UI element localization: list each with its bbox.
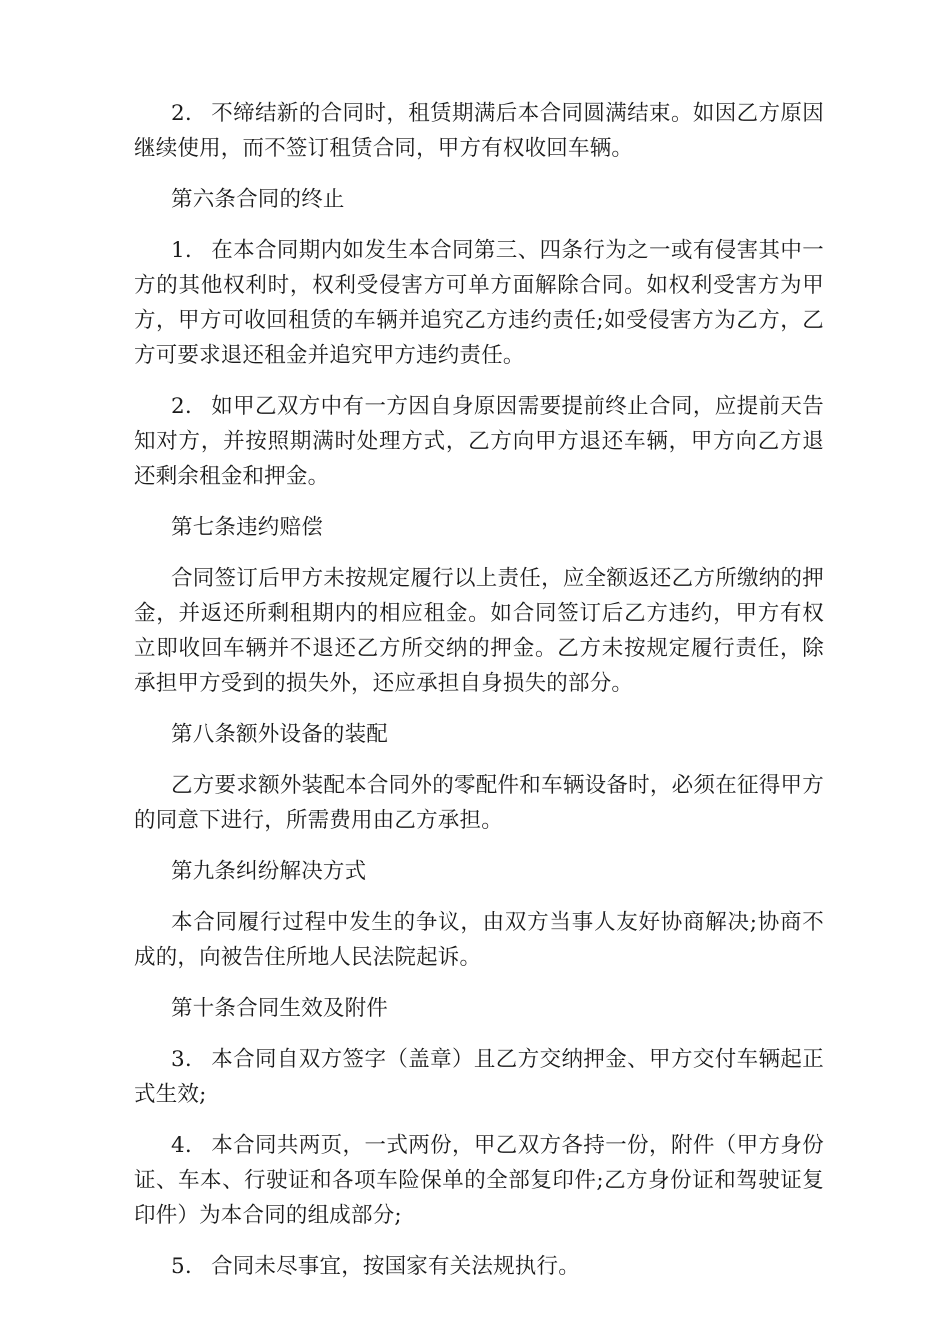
clause-paragraph xyxy=(134,389,824,494)
clause-paragraph xyxy=(134,96,824,166)
clause-paragraph xyxy=(134,1128,824,1233)
clause-number: 3. xyxy=(171,1047,192,1072)
clause-paragraph xyxy=(134,1042,824,1112)
clause-text: 本合同自双方签字（盖章）且乙方交纳押金、甲方交付车辆起正式生效; xyxy=(134,1047,824,1107)
clause-text: 合同未尽事宜，按国家有关法规执行。 xyxy=(211,1254,580,1279)
clause-text: 本合同共两页，一式两份，甲乙双方各持一份，附件（甲方身份证、车本、行驶证和各项车险保单的全部复印件;乙方身份证和驾驶证复印件）为本合同的组成部分; xyxy=(134,1133,824,1228)
article-heading: 第七条违约赔偿 xyxy=(171,515,323,540)
clause-number: 2. xyxy=(171,101,192,126)
clause-paragraph: 乙方要求额外装配本合同外的零配件和车辆设备时，必须在征得甲方的同意下进行，所需费用由乙方承担。 xyxy=(134,773,824,833)
clause-number: 2. xyxy=(171,394,192,419)
clause-paragraph xyxy=(134,233,824,373)
document-page xyxy=(134,96,824,1300)
clause-number: 4. xyxy=(171,1133,192,1158)
clause-text: 不缔结新的合同时，租赁期满后本合同圆满结束。如因乙方原因继续使用，而不签订租赁合同，甲方有权收回车辆。 xyxy=(134,101,824,161)
article-heading: 第十条合同生效及附件 xyxy=(171,996,389,1021)
clause-paragraph: 本合同履行过程中发生的争议，由双方当事人友好协商解决;协商不成的，向被告住所地人民法院起诉。 xyxy=(134,910,824,970)
article-heading: 第八条额外设备的装配 xyxy=(171,722,389,747)
clause-text: 在本合同期内如发生本合同第三、四条行为之一或有侵害其中一方的其他权利时，权利受侵害方可单方面解除合同。如权利受害方为甲方，甲方可收回租赁的车辆并追究乙方违约责任;如受侵害方为乙方，乙方可要求退还租金并追究甲方违约责任。 xyxy=(134,238,824,368)
clause-number: 1. xyxy=(171,238,192,263)
article-heading: 第六条合同的终止 xyxy=(171,187,345,212)
article-heading: 第九条纠纷解决方式 xyxy=(171,859,367,884)
clause-paragraph xyxy=(134,1249,824,1284)
clause-text: 如甲乙双方中有一方因自身原因需要提前终止合同，应提前天告知对方，并按照期满时处理方式，乙方向甲方退还车辆，甲方向乙方退还剩余租金和押金。 xyxy=(134,394,824,489)
clause-paragraph: 合同签订后甲方未按规定履行以上责任，应全额返还乙方所缴纳的押金，并返还所剩租期内的相应租金。如合同签订后乙方违约，甲方有权立即收回车辆并不退还乙方所交纳的押金。乙方未按规定履行责任，除承担甲方受到的损失外，还应承担自身损失的部分。 xyxy=(134,566,824,696)
clause-number: 5. xyxy=(171,1254,192,1279)
